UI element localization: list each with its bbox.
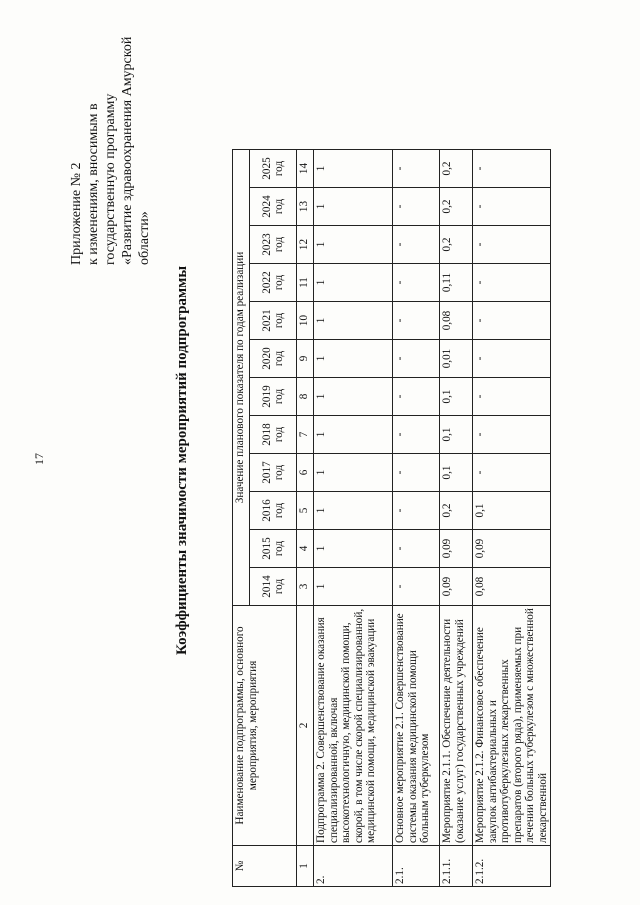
row-value: - [393, 188, 440, 226]
row-value: - [393, 150, 440, 188]
row-value: 0,08 [473, 568, 551, 606]
row-value: - [473, 340, 551, 378]
column-index: 13 [297, 188, 314, 226]
header-number: № [233, 846, 297, 887]
appendix-line: к изменениям, вносимым в [86, 103, 101, 265]
row-value: - [393, 302, 440, 340]
row-value: 0,2 [440, 492, 473, 530]
row-value: 1 [314, 340, 393, 378]
year-header: 2017 год [250, 454, 297, 492]
row-name: Подпрограмма 2. Совершенствование оказания специализированной, включая высокотехнологичную, медицинской помощи, скорой, в том числе скорой специализированной, медицинской помощи, медицинской эвакуации [314, 606, 393, 846]
row-number: 2.1.1. [440, 846, 473, 887]
row-value: 0,2 [440, 150, 473, 188]
appendix-line: государственную программу [103, 93, 118, 265]
document-title: Коэффициенты значимости мероприятий подпрограммы [174, 265, 190, 655]
row-name: Мероприятие 2.1.2. Финансовое обеспечение закупок антибактериальных и противотуберкулезных лекарственных препаратов (второго ряда), применяемых при лечении больных туберкулезом с множественной лекарственной [473, 606, 551, 846]
column-index: 11 [297, 264, 314, 302]
row-value: - [393, 454, 440, 492]
row-value: - [473, 226, 551, 264]
year-header: 2014 год [250, 568, 297, 606]
row-value: 0,01 [440, 340, 473, 378]
row-value: 0,1 [440, 378, 473, 416]
row-value: 0,2 [440, 188, 473, 226]
row-value: - [393, 340, 440, 378]
row-value: 1 [314, 454, 393, 492]
appendix-line: «Развитие здравоохранения Амурской [120, 36, 135, 265]
row-value: - [473, 188, 551, 226]
column-index: 10 [297, 302, 314, 340]
row-value: 1 [314, 416, 393, 454]
column-index: 12 [297, 226, 314, 264]
row-value: 0,1 [440, 416, 473, 454]
year-header: 2019 год [250, 378, 297, 416]
row-value: 0,11 [440, 264, 473, 302]
row-value: 1 [314, 188, 393, 226]
table-row [314, 150, 393, 887]
row-value: 1 [314, 150, 393, 188]
page-number: 17 [32, 453, 46, 465]
appendix-line: области» [137, 211, 152, 265]
row-value: - [393, 264, 440, 302]
row-value: - [393, 378, 440, 416]
row-value: 1 [314, 226, 393, 264]
row-value: 0,1 [440, 454, 473, 492]
coefficients-table [232, 149, 551, 887]
year-header: 2024 год [250, 188, 297, 226]
year-header: 2023 год [250, 226, 297, 264]
row-name: Основное мероприятие 2.1. Совершенствование системы оказания медицинской помощи больным туберкулезом [393, 606, 440, 846]
appendix-note [68, 36, 153, 265]
row-value: - [473, 264, 551, 302]
column-index: 6 [297, 454, 314, 492]
row-value: 0,09 [440, 568, 473, 606]
year-header: 2020 год [250, 340, 297, 378]
row-value: 0,08 [440, 302, 473, 340]
row-value: 1 [314, 568, 393, 606]
header-group: Значение планового показателя по годам реализации [233, 150, 250, 606]
year-header: 2018 год [250, 416, 297, 454]
row-value: 1 [314, 302, 393, 340]
row-value: - [473, 150, 551, 188]
column-index: 9 [297, 340, 314, 378]
year-header: 2025 год [250, 150, 297, 188]
header-name: Наименование подпрограммы, основного мероприятия, мероприятия [233, 606, 297, 846]
column-index: 14 [297, 150, 314, 188]
appendix-line: Приложение № 2 [69, 162, 84, 265]
row-value: - [393, 530, 440, 568]
row-value: - [473, 378, 551, 416]
row-value: 1 [314, 530, 393, 568]
row-number: 2.1. [393, 846, 440, 887]
row-value: - [473, 454, 551, 492]
column-index: 1 [297, 846, 314, 887]
column-index: 8 [297, 378, 314, 416]
row-value: - [393, 416, 440, 454]
row-number: 2.1.2. [473, 846, 551, 887]
row-value: - [473, 302, 551, 340]
row-value: - [393, 226, 440, 264]
row-value: 1 [314, 264, 393, 302]
row-value: - [393, 492, 440, 530]
year-header: 2016 год [250, 492, 297, 530]
column-index: 4 [297, 530, 314, 568]
row-name: Мероприятие 2.1.1. Обеспечение деятельности (оказание услуг) государственных учреждений [440, 606, 473, 846]
row-value: 0,09 [473, 530, 551, 568]
table-row [440, 150, 473, 887]
row-value: 0,1 [473, 492, 551, 530]
table-row [473, 150, 551, 887]
year-header: 2021 год [250, 302, 297, 340]
column-index: 7 [297, 416, 314, 454]
row-value: - [473, 416, 551, 454]
column-index: 3 [297, 568, 314, 606]
row-value: 1 [314, 492, 393, 530]
row-value: 0,09 [440, 530, 473, 568]
column-index: 5 [297, 492, 314, 530]
column-index: 2 [297, 606, 314, 846]
table-row [393, 150, 440, 887]
row-value: 1 [314, 378, 393, 416]
year-header: 2022 год [250, 264, 297, 302]
row-number: 2. [314, 846, 393, 887]
year-header: 2015 год [250, 530, 297, 568]
row-value: - [393, 568, 440, 606]
row-value: 0,2 [440, 226, 473, 264]
